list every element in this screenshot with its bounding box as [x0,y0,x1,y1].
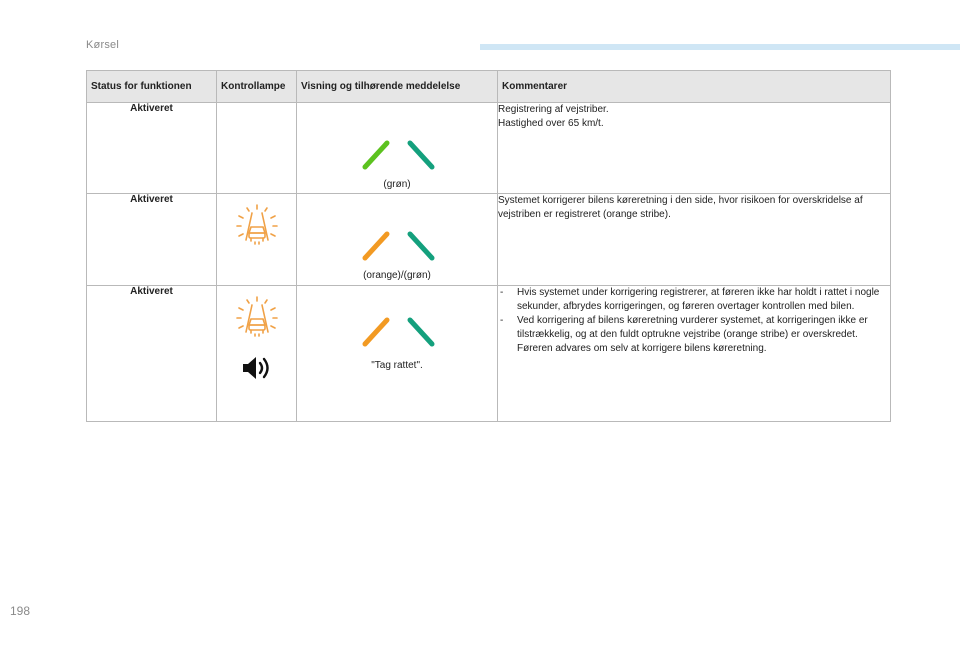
display-caption: "Tag rattet". [371,360,423,371]
header-comments: Kommentarer [498,71,891,103]
indicator-cell [217,194,297,286]
display-cell [297,194,498,286]
page-number: 198 [10,604,31,618]
header-indicator: Kontrollampe [217,71,297,103]
lane-keep-assist-warning-icon [233,202,281,246]
comment-cell [498,194,891,286]
display-caption: (orange)/(grøn) [363,270,431,281]
comment-list [498,286,890,356]
comment-bullet: - Ved korrigering af bilens køreretning vurderer systemet, at korrigeringen ikke er tilstrækkelig, og at den fuldt optrukne vejstribe (orange stribe) er overskredet. Føreren advares om selv at korrigere bilens køreretning. [498,314,890,356]
speaker-sound-icon [237,353,277,383]
display-caption: (grøn) [383,179,411,190]
display-cell [297,103,498,194]
comment-line: Systemet korrigerer bilens køreretning i den side, hvor risikoen for overskridelse af vejstriben er registreret (orange stribe). [498,195,863,220]
comment-cell [498,103,891,194]
lane-keep-assist-warning-icon [233,294,281,338]
table-row [87,103,891,194]
status-cell: Aktiveret [87,286,217,422]
table-row [87,194,891,286]
lane-lines-orange-green-icon [337,296,457,350]
header-accent-bar [480,44,960,50]
section-title: Kørsel [86,39,119,51]
display-cell [297,286,498,422]
comment-bullet: - Hvis systemet under korrigering registrerer, at føreren ikke har holdt i rattet i nogle sekunder, afbrydes korrigeringen, og føreren overtager kontrollen med bilen. [498,286,890,314]
header-status: Status for funktionen [87,71,217,103]
indicator-cell [217,286,297,422]
table-header-row [87,71,891,103]
lane-lines-green-icon [337,119,457,173]
table-row [87,286,891,422]
lane-lines-orange-green-icon [337,210,457,264]
header-display: Visning og tilhørende meddelelse [297,71,498,103]
lane-assist-table [86,70,891,422]
comment-line: Hastighed over 65 km/t. [498,118,604,129]
status-cell: Aktiveret [87,194,217,286]
comment-line: Registrering af vejstriber. [498,104,609,115]
comment-cell [498,286,891,422]
indicator-cell [217,103,297,194]
status-cell: Aktiveret [87,103,217,194]
